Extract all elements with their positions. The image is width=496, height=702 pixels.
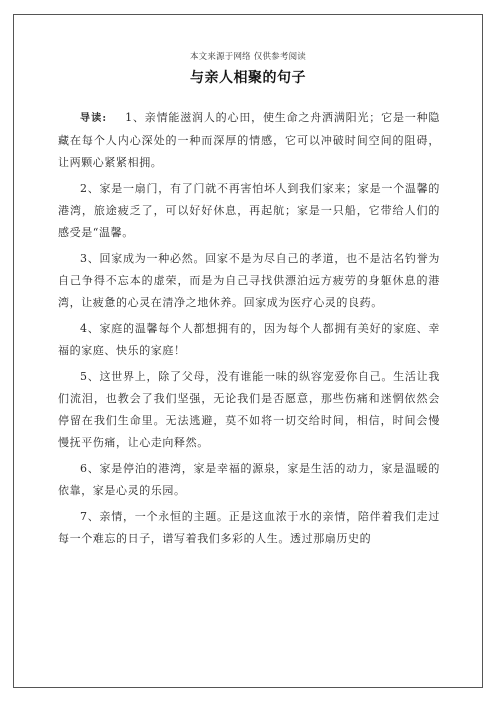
intro-text: 1、亲情能滋润人的心田，使生命之舟洒满阳光；它是一种隐藏在每个人内心深处的一种而深厚的情感，它可以冲破时间空间的阻碍，让两颗心紧紧相拥。 xyxy=(58,111,440,169)
intro-label: 导读: xyxy=(80,113,108,124)
paragraph-3: 3、回家成为一种必然。回家不是为尽自己的孝道，也不是沽名钓誉为自己争得不忘本的虚荣，而是为自己寻找供漂泊远方疲劳的身躯休息的港湾，让疲惫的心灵在清净之地休养。回家成为医疗心灵的良药。 xyxy=(58,252,440,309)
paragraph-4: 4、家庭的温馨每个人都想拥有的，因为每个人都拥有美好的家庭、幸福的家庭、快乐的家庭！ xyxy=(58,322,440,357)
paragraph-2: 2、家是一扇门，有了门就不再害怕坏人到我们家来；家是一个温馨的港湾，旅途疲乏了，可以好好休息，再起航；家是一只船，它带给人们的感受是“温馨。 xyxy=(58,182,440,239)
source-note: 本文来源于网络 仅供参考阅读 xyxy=(189,52,306,62)
article-body xyxy=(58,107,440,554)
paragraph-6: 6、家是停泊的港湾，家是幸福的源泉，家是生活的动力，家是温暖的依靠，家是心灵的乐园。 xyxy=(58,462,440,497)
paragraph-5: 5、这世界上，除了父母，没有谁能一味的纵容宠爱你自己。生活让我们流泪，也教会了我们坚强，无论我们是否愿意，那些伤痛和迷惘依然会停留在我们生命里。无法逃避，莫不如将一切交给时间，相信，时间会慢慢抚平伤痛，让心走向释然。 xyxy=(58,370,440,449)
intro-paragraph xyxy=(58,107,440,174)
paragraph-7: 7、亲情，一个永恒的主题。正是这血浓于水的亲情，陪伴着我们走过每一个难忘的日子，谱写着我们多彩的人生。透过那扇历史的 xyxy=(58,510,440,545)
page-title: 与亲人相聚的句子 xyxy=(190,70,306,86)
